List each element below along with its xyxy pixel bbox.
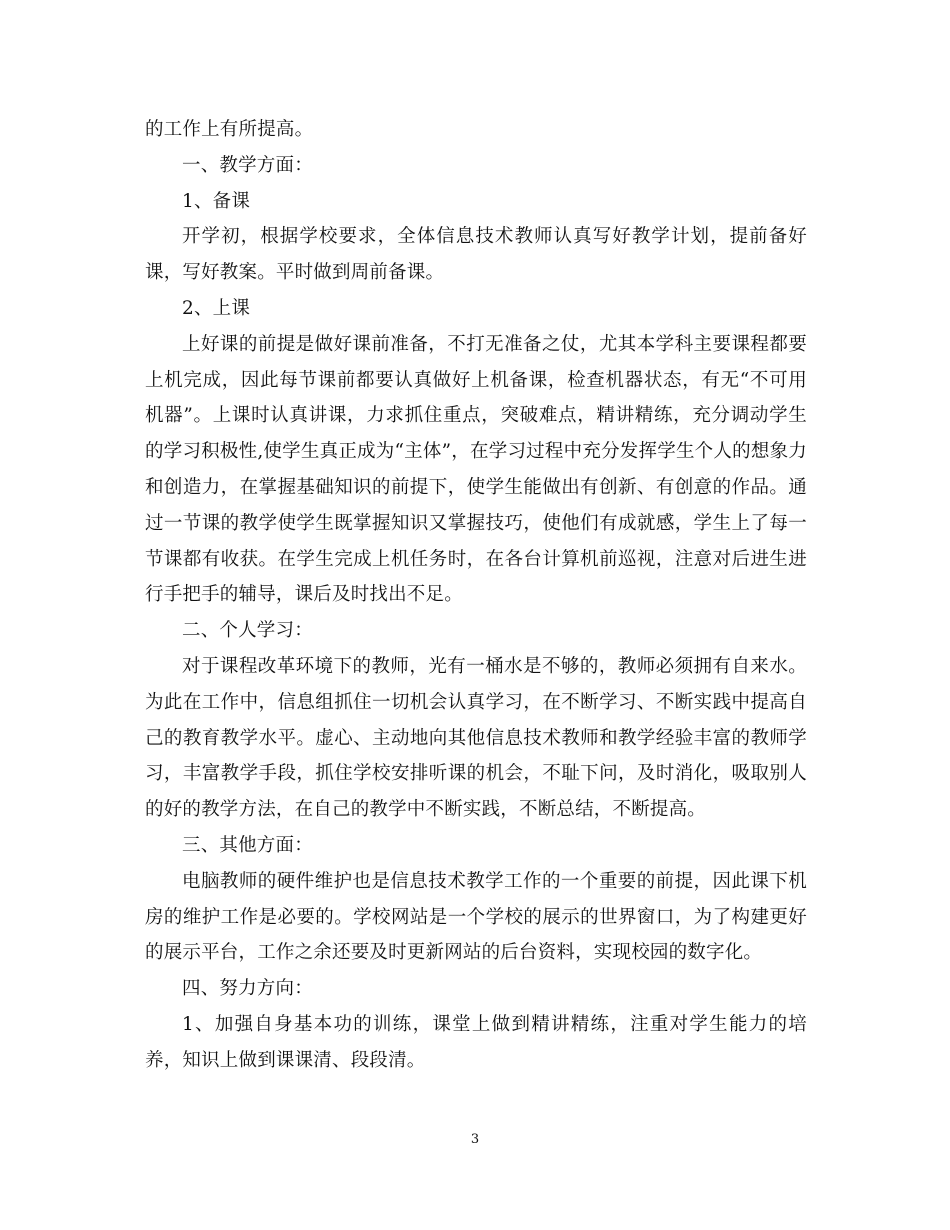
subheading-classes: 2、上课 bbox=[182, 297, 251, 319]
subheading-lesson-prep: 1、备课 bbox=[182, 190, 251, 212]
paragraph-personal-study: 对于课程改革环境下的教师，光有一桶水是不够的，教师必须拥有自来水。为此在工作中，信息组抓住一切机会认真学习，在不断学习、不断实践中提高自己的教育教学水平。虚心、主动地向其他信息技术教师和教学经验丰富的教师学习，丰富教学手段，抓住学校安排听课的机会，不耻下问，及时消化，吸取别人的好的教学方法，在自己的教学中不断实践，不断总结，不断提高。 bbox=[145, 655, 807, 821]
heading-direction: 四、努力方向： bbox=[182, 978, 313, 1000]
heading-teaching: 一、教学方面： bbox=[182, 154, 313, 176]
heading-personal-study: 二、个人学习： bbox=[182, 620, 313, 642]
heading-other-aspects: 三、其他方面： bbox=[182, 834, 313, 856]
document-body bbox=[145, 112, 807, 1079]
paragraph-classes: 上好课的前提是做好课前准备，不打无准备之仗，尤其本学科主要课程都要上机完成，因此每节课前都要认真做好上机备课，检查机器状态，有无“不可用机器”。上课时认真讲课，力求抓住重点，突破难点，精讲精练，充分调动学生的学习积极性,使学生真正成为“主体”，在学习过程中充分发挥学生个人的想象力和创造力，在掌握基础知识的前提下，使学生能做出有创新、有创意的作品。通过一节课的教学使学生既掌握知识又掌握技巧，使他们有成就感，学生上了每一节课都有收获。在学生完成上机任务时，在各台计算机前巡视，注意对后进生进行手把手的辅导，课后及时找出不足。 bbox=[145, 333, 807, 606]
paragraph-other-aspects: 电脑教师的硬件维护也是信息技术教学工作的一个重要的前提，因此课下机房的维护工作是必要的。学校网站是一个学校的展示的世界窗口，为了构建更好的展示平台，工作之余还要及时更新网站的后台资料，实现校园的数字化。 bbox=[145, 870, 807, 964]
paragraph-continuation: 的工作上有所提高。 bbox=[145, 119, 314, 140]
paragraph-lesson-prep: 开学初，根据学校要求，全体信息技术教师认真写好教学计划，提前备好课，写好教案。平时做到周前备课。 bbox=[145, 226, 807, 284]
paragraph-direction-1: 1、加强自身基本功的训练，课堂上做到精讲精练，注重对学生能力的培养，知识上做到课课清、段段清。 bbox=[145, 1013, 807, 1071]
page-number: 3 bbox=[470, 1132, 480, 1147]
